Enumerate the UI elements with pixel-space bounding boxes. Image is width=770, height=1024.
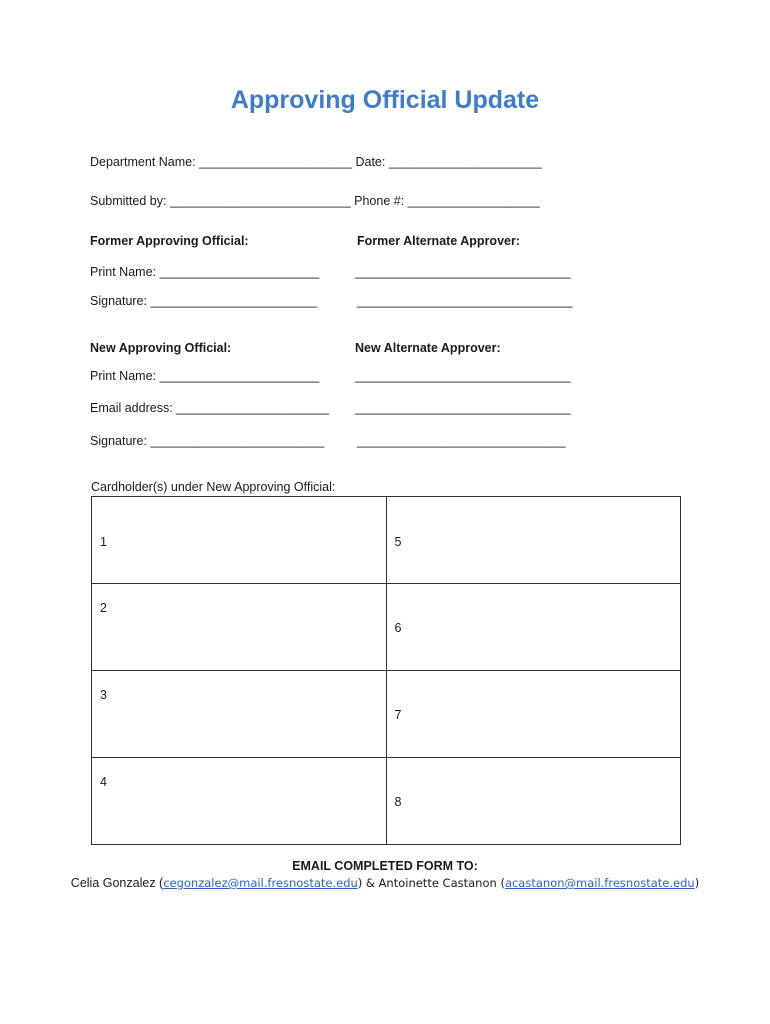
table-row [92,671,681,758]
table-row [92,758,681,845]
former-alternate-heading: Former Alternate Approver: [357,234,520,248]
contact-end: ) [694,876,700,890]
cardholder-cell-4[interactable] [92,758,387,845]
email-contacts-line [0,876,770,890]
former-official-heading: Former Approving Official: [90,234,249,248]
table-row [92,497,681,584]
cardholder-cell-6[interactable] [386,584,681,671]
cell-number: 1 [100,535,107,549]
new-alternate-heading: New Alternate Approver: [355,341,501,355]
submitted-phone-field[interactable]: Submitted by: __________________________ Phone #: ___________________ [90,194,540,208]
cell-number: 3 [100,688,107,702]
former-print-name-field[interactable]: Print Name: _______________________ [90,265,320,279]
page-title: Approving Official Update [230,86,540,114]
former-alt-print-name-field[interactable]: _______________________________ [355,265,571,279]
cardholder-cell-1[interactable] [92,497,387,584]
cell-number: 2 [100,601,107,615]
cell-number: 4 [100,775,107,789]
email-link-1[interactable]: cegonzalez@mail.fresnostate.edu [163,876,358,890]
cell-number: 8 [394,795,402,809]
table-row [92,584,681,671]
cardholder-cell-3[interactable] [92,671,387,758]
cell-number: 5 [394,535,402,549]
new-print-name-field[interactable]: Print Name: _______________________ [90,369,320,383]
contact-separator: ) & Antoinette Castanon ( [357,876,505,890]
cardholder-cell-2[interactable] [92,584,387,671]
cell-number: 6 [394,621,402,635]
cardholder-cell-7[interactable] [386,671,681,758]
new-signature-field[interactable]: Signature: _________________________ [90,434,325,448]
cardholder-cell-8[interactable] [386,758,681,845]
new-alt-email-field[interactable]: _______________________________ [355,401,571,415]
new-alt-print-name-field[interactable]: _______________________________ [355,369,571,383]
email-instruction-heading: EMAIL COMPLETED FORM TO: [292,859,478,873]
cardholders-label: Cardholder(s) under New Approving Official: [91,480,336,494]
new-official-heading: New Approving Official: [90,341,232,355]
email-link-2[interactable]: acastanon@mail.fresnostate.edu [504,876,695,890]
cardholder-cell-5[interactable] [386,497,681,584]
contact-name-1: Celia Gonzalez ( [70,876,164,890]
new-alt-signature-field[interactable]: ______________________________ [357,434,566,448]
cardholders-table [91,496,681,845]
new-email-field[interactable]: Email address: ______________________ [90,401,330,415]
former-alt-signature-field[interactable]: _______________________________ [357,294,573,308]
former-signature-field[interactable]: Signature: ________________________ [90,294,318,308]
department-date-field[interactable]: Department Name: ______________________ Date: ______________________ [90,155,542,169]
cell-number: 7 [394,708,402,722]
